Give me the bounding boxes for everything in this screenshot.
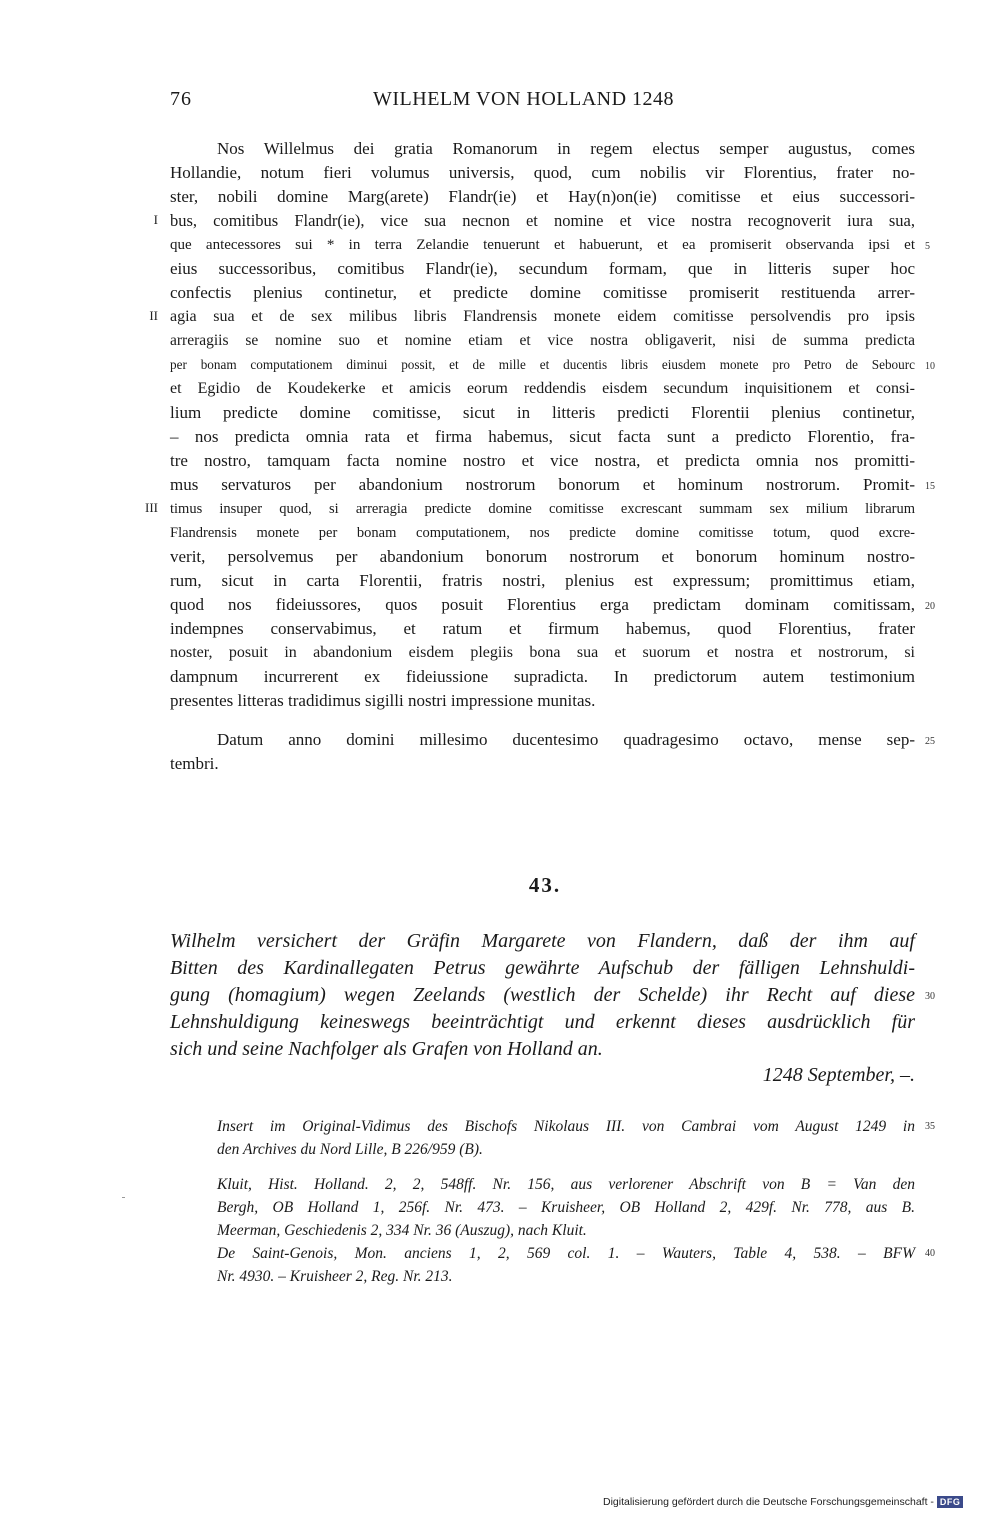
note-line: De Saint-Genois, Mon. anciens 1, 2, 569 col. 1. – Wauters, Table 4, 538. – BFW xyxy=(217,1245,915,1262)
line-number: 10 xyxy=(925,361,935,372)
line-number: 35 xyxy=(925,1121,935,1132)
charter-line: mus servaturos per abandonium nostrorum bonorum et hominum nostrorum. Promit- xyxy=(170,475,915,494)
charter-line: Flandrensis monete per bonam computationem, nos predicte domine comitisse totum, quod excre- xyxy=(170,525,915,541)
note-line: Nr. 4930. – Kruisheer 2, Reg. Nr. 213. xyxy=(217,1268,453,1285)
note-line: Meerman, Geschiedenis 2, 334 Nr. 36 (Auszug), nach Kluit. xyxy=(217,1222,587,1239)
footer xyxy=(603,1496,985,1510)
margin-mark: III xyxy=(145,500,158,515)
note-line: Bergh, OB Holland 1, 256f. Nr. 473. – Kruisheer, OB Holland 2, 429f. Nr. 778, aus B. xyxy=(217,1199,915,1216)
charter-line: quod nos fideiussores, quos posuit Florentius erga predictam dominam comitissam, xyxy=(170,595,915,614)
charter-line: lium predicte domine comitisse, sicut in litteris predicti Florentii plenius continetur, xyxy=(170,403,915,422)
line-number: 25 xyxy=(925,736,935,747)
line-number: 40 xyxy=(925,1248,935,1259)
charter-line: tre nostro, tamquam facta nomine nostro et vice nostra, et predicta omnia nos promitti- xyxy=(170,451,915,470)
charter-line: et Egidio de Koudekerke et amicis eorum reddendis eisdem secundum inquisitionem et consi- xyxy=(170,380,915,397)
running-title: WILHELM VON HOLLAND 1248 xyxy=(373,88,675,110)
charter-line: Nos Willelmus dei gratia Romanorum in regem electus semper augustus, comes xyxy=(217,139,915,158)
note-line: Kluit, Hist. Holland. 2, 2, 548ff. Nr. 156, aus verlorener Abschrift von B = Van den xyxy=(217,1176,915,1193)
charter-line: rum, sicut in carta Florentii, fratris nostri, plenius est expressum; promittimus etiam, xyxy=(170,571,915,590)
dfg-logo: DFG xyxy=(937,1496,964,1508)
charter-line: indempnes conservabimus, et ratum et firmum habemus, quod Florentius, frater xyxy=(170,619,915,638)
margin-mark: I xyxy=(153,212,158,227)
line-number: 15 xyxy=(925,481,935,492)
charter-line: confectis plenius continetur, et predicte domine comitisse promiserit restituenda arrer- xyxy=(170,283,915,302)
note-line: den Archives du Nord Lille, B 226/959 (B). xyxy=(217,1141,483,1158)
line-number: 30 xyxy=(925,991,935,1002)
line-number: 20 xyxy=(925,601,935,612)
charter-line: que antecessores sui * in terra Zelandie tenuerunt et habuerunt, et ea promiserit observanda ipsi et xyxy=(170,237,915,253)
charter-line: Hollandie, notum fieri volumus universis, quod, cum nobilis vir Florentius, frater no- xyxy=(170,163,915,182)
charter-line: verit, persolvemus per abandonium bonorum nostrorum et bonorum hominum nostro- xyxy=(170,547,915,566)
line-number: 5 xyxy=(925,241,930,252)
regest-line: Wilhelm versichert der Gräfin Margarete von Flandern, daß der ihm auf xyxy=(170,930,915,952)
charter-line: arreragiis se nomine suo et nomine etiam et vice nostra obligaverit, nisi de summa predicta xyxy=(170,332,915,349)
charter-line: agia sua et de sex milibus libris Flandrensis monete eidem comitisse persolvendis pro ipsis xyxy=(170,308,915,325)
regest-line: Lehnshuldigung keineswegs beeinträchtigt und erkennt dieses ausdrücklich für xyxy=(170,1011,915,1033)
regest-date: 1248 September, –. xyxy=(762,1064,915,1086)
charter-line: noster, posuit in abandonium eisdem plegiis bona sua et suorum et nostra et nostrorum, si xyxy=(170,644,915,661)
regest-line: gung (homagium) wegen Zeelands (westlich der Schelde) ihr Recht auf diese xyxy=(170,984,915,1006)
charter-line: eius successoribus, comitibus Flandr(ie), secundum formam, que in litteris super hoc xyxy=(170,259,915,278)
charter-line: ster, nobili domine Marg(arete) Flandr(ie) et Hay(n)on(ie) comitisse et eius successori- xyxy=(170,187,915,206)
document-number: 43. xyxy=(528,873,562,897)
charter-line: per bonam computationem diminui possit, et de mille et ducentis libris eiusdem monete pro Petro de Sebourc xyxy=(170,357,915,372)
charter-line: dampnum incurrerent ex fideiussione supradicta. In predictorum autem testimonium xyxy=(170,667,915,686)
scan-mark xyxy=(122,1197,125,1198)
charter-line: timus insuper quod, si arreragia predicte domine comitisse excrescant summam sex milium librarum xyxy=(170,501,915,517)
charter-line: presentes litteras tradidimus sigilli nostri impressione munitas. xyxy=(170,691,596,710)
page-number: 76 xyxy=(170,88,192,110)
datum-line: tembri. xyxy=(170,754,219,773)
footer-text: Digitalisierung gefördert durch die Deutsche Forschungsgemeinschaft - xyxy=(603,1496,934,1508)
charter-line: bus, comitibus Flandr(ie), vice sua necnon et nomine et vice nostra recognoverit iura sua, xyxy=(170,211,915,230)
note-line: Insert im Original-Vidimus des Bischofs Nikolaus III. von Cambrai vom August 1249 in xyxy=(217,1118,915,1135)
charter-line: – nos predicta omnia rata et firma habemus, sicut facta sunt a predicto Florentio, fra- xyxy=(170,427,915,446)
margin-mark: II xyxy=(149,308,158,323)
regest-line: Bitten des Kardinallegaten Petrus gewährte Aufschub der fälligen Lehnshuldi- xyxy=(170,957,915,979)
regest-line: sich und seine Nachfolger als Grafen von Holland an. xyxy=(170,1038,603,1060)
datum-line: Datum anno domini millesimo ducentesimo quadragesimo octavo, mense sep- xyxy=(217,730,915,749)
